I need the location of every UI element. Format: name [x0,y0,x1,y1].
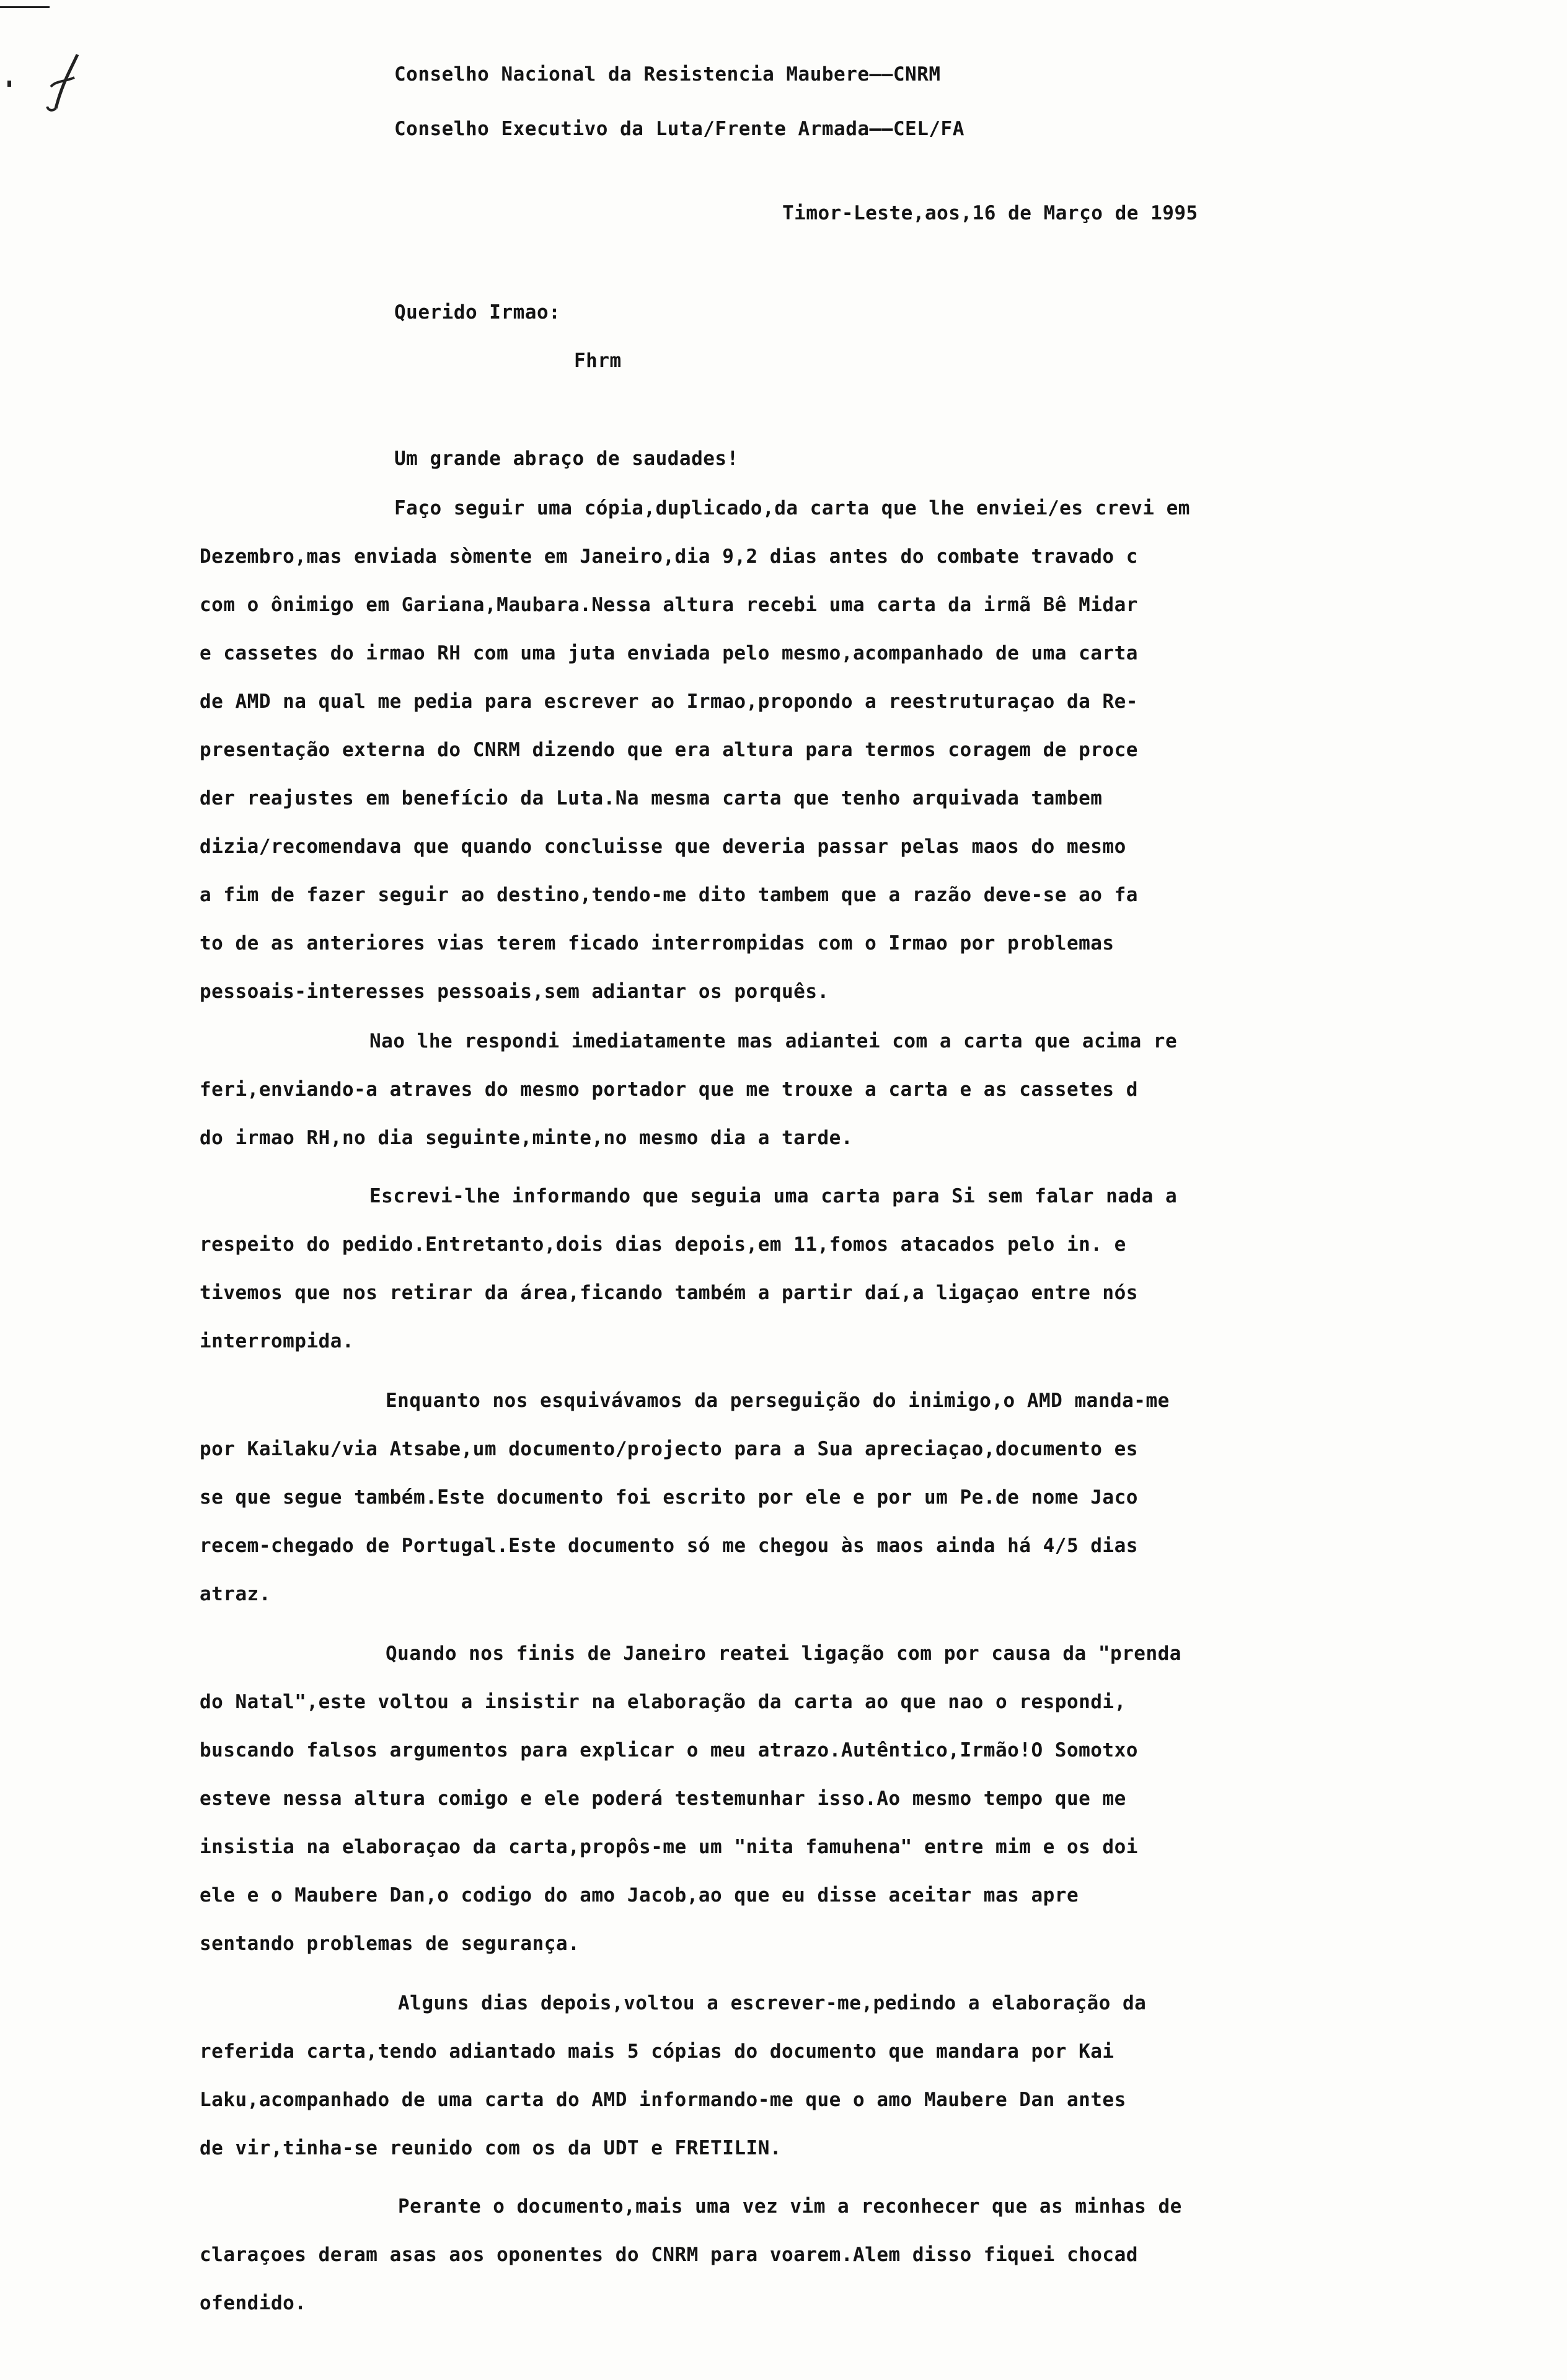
text-line: to de as anteriores vias terem ficado interrompidas com o Irmao por problemas [200,932,1115,954]
dateline: Timor-Leste,aos,16 de Março de 1995 [782,202,1198,224]
text-line: pessoais-interesses pessoais,sem adiantar os porquês. [200,981,829,1003]
text-line: ele e o Maubere Dan,o codigo do amo Jacob,ao que eu disse aceitar mas apre [200,1884,1079,1906]
text-line: do irmao RH,no dia seguinte,minte,no mesmo dia a tarde. [200,1127,853,1149]
text-line: a fim de fazer seguir ao destino,tendo-me dito tambem que a razão deve-se ao fa [200,884,1138,906]
text-line: Escrevi-lhe informando que seguia uma carta para Si sem falar nada a [369,1185,1178,1207]
text-line: ofendido. [200,2292,307,2314]
text-line: sentando problemas de segurança. [200,1933,580,1955]
organization-name-line: Conselho Nacional da Resistencia Maubere——CNRM [394,63,941,86]
text-line: tivemos que nos retirar da área,ficando também a partir daí,a ligaçao entre nós [200,1282,1138,1304]
text-line: de AMD na qual me pedia para escrever ao Irmao,propondo a reestruturaçao da Re- [200,690,1138,713]
text-line: Alguns dias depois,voltou a escrever-me,pedindo a elaboração da [398,1992,1147,2014]
handwritten-mark-icon [43,50,87,118]
text-line: com o ônimigo em Gariana,Maubara.Nessa altura recebi uma carta da irmã Bê Midar [200,594,1138,616]
scan-edge-mark [0,6,50,8]
text-line: e cassetes do irmao RH com uma juta enviada pelo mesmo,acompanhado de uma carta [200,642,1138,664]
addressee: Fhrm [574,350,622,372]
scan-dot [7,81,11,87]
text-line: Quando nos finis de Janeiro reatei ligação com por causa da "prenda [386,1642,1181,1665]
greeting: Um grande abraço de saudades! [394,447,739,470]
text-line: Perante o documento,mais uma vez vim a reconhecer que as minhas de [398,2195,1182,2218]
text-line: interrompida. [200,1330,355,1352]
executive-council-line: Conselho Executivo da Luta/Frente Armada——CEL/FA [394,118,964,140]
text-line: respeito do pedido.Entretanto,dois dias depois,em 11,fomos atacados pelo in. e [200,1233,1126,1256]
text-line: recem-chegado de Portugal.Este documento só me chegou às maos ainda há 4/5 dias [200,1535,1138,1557]
text-line: Faço seguir uma cópia,duplicado,da carta que lhe enviei/es crevi em [394,497,1190,519]
text-line: Laku,acompanhado de uma carta do AMD informando-me que o amo Maubere Dan antes [200,2089,1126,2111]
text-line: de vir,tinha-se reunido com os da UDT e FRETILIN. [200,2137,782,2159]
text-line: claraçoes deram asas aos oponentes do CNRM para voarem.Alem disso fiquei chocad [200,2244,1138,2266]
text-line: dizia/recomendava que quando concluisse que deveria passar pelas maos do mesmo [200,835,1126,858]
text-line: Nao lhe respondi imediatamente mas adiantei com a carta que acima re [369,1030,1178,1052]
text-line: referida carta,tendo adiantado mais 5 cópias do documento que mandara por Kai [200,2040,1115,2063]
text-line: esteve nessa altura comigo e ele poderá testemunhar isso.Ao mesmo tempo que me [200,1787,1126,1810]
text-line: Dezembro,mas enviada sòmente em Janeiro,dia 9,2 dias antes do combate travado c [200,545,1138,568]
text-line: der reajustes em benefício da Luta.Na mesma carta que tenho arquivada tambem [200,787,1103,809]
salutation: Querido Irmao: [394,301,561,324]
text-line: do Natal",este voltou a insistir na elaboração da carta ao que nao o respondi, [200,1691,1126,1713]
text-line: atraz. [200,1583,271,1605]
text-line: por Kailaku/via Atsabe,um documento/projecto para a Sua apreciaçao,documento es [200,1438,1138,1460]
text-line: presentação externa do CNRM dizendo que era altura para termos coragem de proce [200,739,1138,761]
text-line: buscando falsos argumentos para explicar o meu atrazo.Autêntico,Irmão!O Somotxo [200,1739,1138,1761]
text-line: se que segue também.Este documento foi escrito por ele e por um Pe.de nome Jaco [200,1486,1138,1509]
text-line: Enquanto nos esquivávamos da perseguição do inimigo,o AMD manda-me [386,1390,1170,1412]
text-line: insistia na elaboraçao da carta,propôs-me um "nita famuhena" entre mim e os doi [200,1836,1138,1858]
text-line: feri,enviando-a atraves do mesmo portador que me trouxe a carta e as cassetes d [200,1078,1138,1101]
